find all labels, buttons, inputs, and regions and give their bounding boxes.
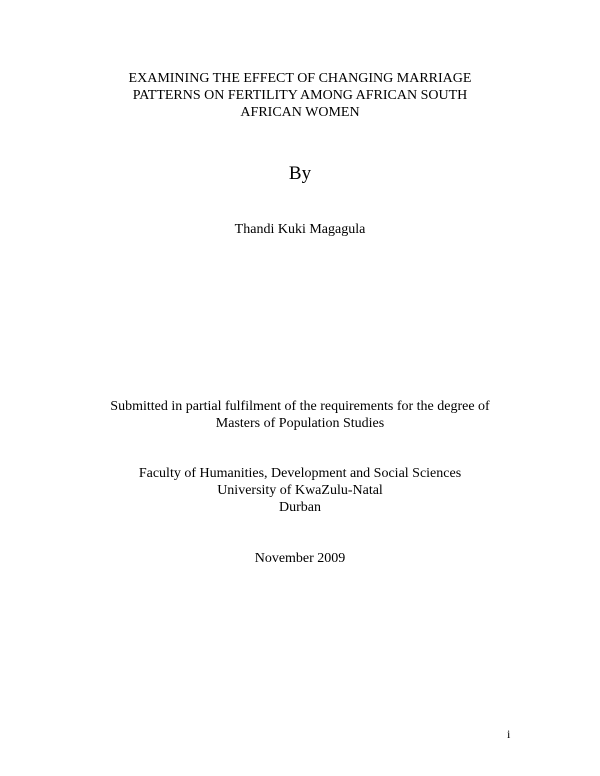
title-line-1: EXAMINING THE EFFECT OF CHANGING MARRIAGE	[128, 71, 472, 86]
page-number: i	[507, 727, 511, 741]
university-name: University of KwaZulu-Natal	[217, 483, 383, 498]
degree-name: Masters of Population Studies	[215, 416, 385, 431]
title-line-2: PATTERNS ON FERTILITY AMONG AFRICAN SOUTH	[132, 88, 468, 103]
by-label: By	[288, 163, 312, 184]
thesis-title	[0, 70, 600, 121]
city-name: Durban	[279, 500, 321, 515]
author-name: Thandi Kuki Magagula	[234, 222, 366, 237]
submission-date: November 2009	[254, 551, 346, 566]
title-line-3: AFRICAN WOMEN	[240, 105, 360, 120]
submission-statement: Submitted in partial fulfilment of the requirements for the degree of	[110, 399, 490, 414]
faculty-name: Faculty of Humanities, Development and Social Sciences	[138, 466, 462, 481]
